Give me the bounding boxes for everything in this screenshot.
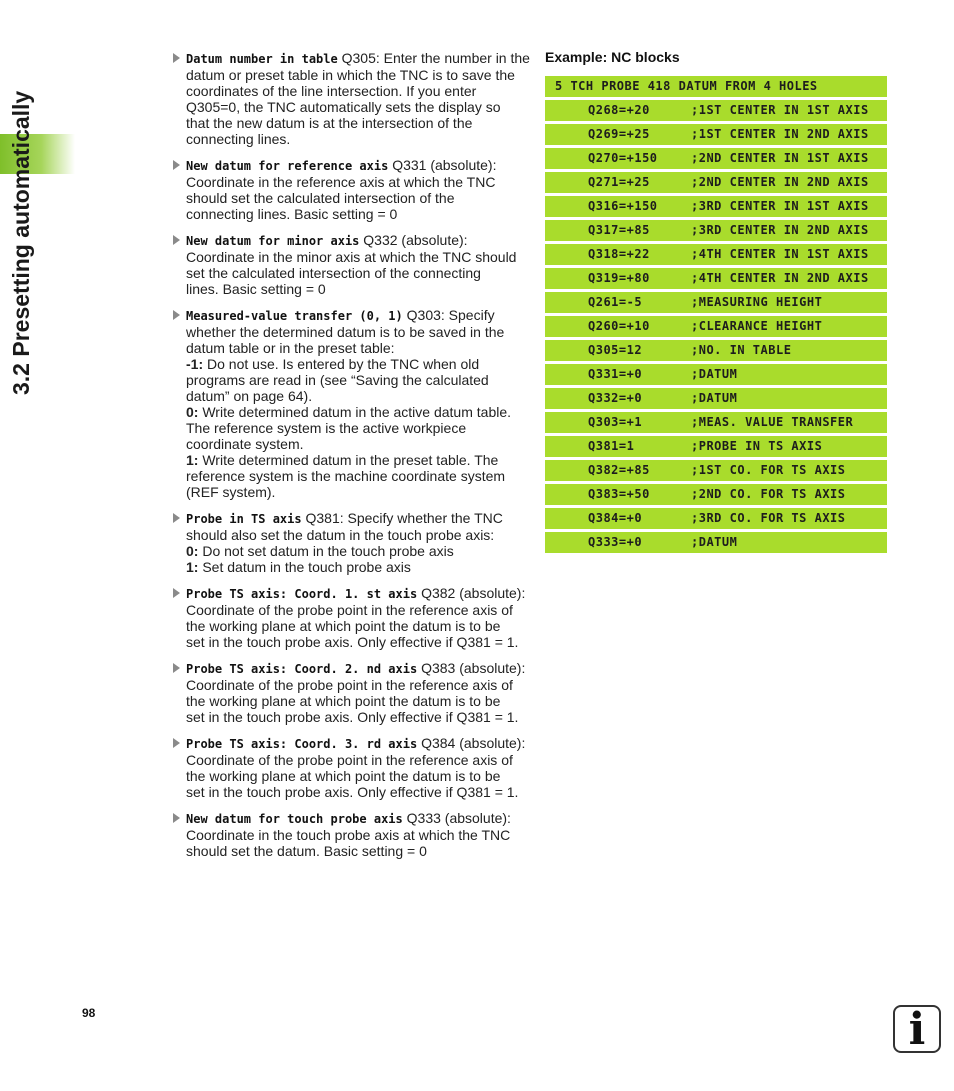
bullet-arrow-icon — [173, 663, 180, 673]
nc-block-row — [545, 316, 887, 337]
option-text: Do not set datum in the touch probe axis — [202, 543, 454, 559]
nc-parameter: Q269=+25 — [588, 127, 650, 141]
nc-comment: ;2ND CENTER IN 2ND AXIS — [691, 175, 869, 189]
option-key: 1: — [186, 559, 199, 575]
bullet-arrow-icon — [173, 588, 180, 598]
parameter-description-line: Q303: Specify — [406, 307, 495, 323]
nc-parameter: Q261=-5 — [588, 295, 643, 309]
parameter-name: Probe TS axis: Coord. 1. st axis — [186, 587, 418, 601]
parameter-description-line: should set the calculated intersection of the — [186, 190, 455, 206]
parameter-description-line: Coordinate in the minor axis at which the TNC should — [186, 249, 517, 265]
parameter-name: New datum for minor axis — [186, 234, 360, 248]
parameter-description-line: the working plane at which point the datum is to be — [186, 693, 501, 709]
parameter-description-line: Q331 (absolute): — [392, 157, 497, 173]
option-key: 0: — [186, 404, 199, 420]
parameter-description-line: datum or preset table in which the TNC is to save the — [186, 67, 515, 83]
nc-comment: ;1ST CO. FOR TS AXIS — [691, 463, 846, 477]
parameter-description-line: Coordinate in the reference axis at which the TNC — [186, 174, 496, 190]
nc-block-row — [545, 508, 887, 529]
nc-comment: ;PROBE IN TS AXIS — [691, 439, 823, 453]
option-line — [186, 452, 530, 468]
nc-header-text: 5 TCH PROBE 418 DATUM FROM 4 HOLES — [555, 79, 818, 93]
parameter-description-line: Q305=0, the TNC automatically sets the display so — [186, 99, 501, 115]
option-line — [186, 484, 530, 500]
nc-parameter: Q271=+25 — [588, 175, 650, 189]
parameter-description-line: should also set the datum in the touch probe axis: — [186, 527, 495, 543]
nc-block-row — [545, 172, 887, 193]
option-text: reference system is the machine coordinate system — [186, 468, 506, 484]
parameter-item — [172, 735, 530, 800]
parameter-description-line: connecting lines. Basic setting = 0 — [186, 206, 398, 222]
parameter-description-line: set in the touch probe axis. Only effective if Q381 = 1. — [186, 634, 519, 650]
parameter-description-line: whether the determined datum is to be saved in the — [186, 324, 505, 340]
nc-block-row — [545, 388, 887, 409]
parameter-description-line: Q384 (absolute): — [421, 735, 526, 751]
nc-parameter: Q381=1 — [588, 439, 635, 453]
option-line — [186, 420, 530, 436]
option-text: Write determined datum in the active datum table. — [202, 404, 512, 420]
page-number: 98 — [82, 1006, 96, 1020]
parameter-description-line: Q382 (absolute): — [421, 585, 526, 601]
nc-parameter: Q316=+150 — [588, 199, 658, 213]
nc-parameter: Q260=+10 — [588, 319, 650, 333]
parameter-name: Probe TS axis: Coord. 3. rd axis — [186, 737, 418, 751]
parameter-description-line: Coordinate in the touch probe axis at which the TNC — [186, 827, 511, 843]
option-text: The reference system is the active workpiece — [186, 420, 467, 436]
parameter-item — [172, 232, 530, 297]
nc-block-row — [545, 100, 887, 121]
option-key: 0: — [186, 543, 199, 559]
parameter-item — [172, 660, 530, 725]
parameter-item — [172, 810, 530, 859]
chapter-section-title: 3.2 Presetting automatically — [8, 90, 34, 395]
nc-parameter: Q331=+0 — [588, 367, 643, 381]
nc-comment: ;2ND CENTER IN 1ST AXIS — [691, 151, 869, 165]
parameter-item — [172, 307, 530, 500]
parameter-name: New datum for reference axis — [186, 159, 389, 173]
parameter-description-line: Q383 (absolute): — [421, 660, 526, 676]
parameter-description-line: datum table or in the preset table: — [186, 340, 395, 356]
option-text: coordinate system. — [186, 436, 304, 452]
nc-parameter: Q332=+0 — [588, 391, 643, 405]
nc-block-row — [545, 268, 887, 289]
parameter-description-line: set in the touch probe axis. Only effective if Q381 = 1. — [186, 709, 519, 725]
option-text: Write determined datum in the preset table. The — [202, 452, 499, 468]
nc-block-rows — [545, 100, 887, 553]
nc-parameter: Q305=12 — [588, 343, 643, 357]
parameter-description-line: set in the touch probe axis. Only effective if Q381 = 1. — [186, 784, 519, 800]
nc-comment: ;CLEARANCE HEIGHT — [691, 319, 823, 333]
nc-comment: ;1ST CENTER IN 2ND AXIS — [691, 127, 869, 141]
nc-block-row — [545, 148, 887, 169]
parameter-description-line: Q305: Enter the number in the — [341, 50, 530, 66]
parameter-description-line: Q332 (absolute): — [363, 232, 468, 248]
nc-block-row — [545, 244, 887, 265]
parameter-name: Measured-value transfer (0, 1) — [186, 309, 403, 323]
example-panel — [545, 49, 887, 556]
bullet-arrow-icon — [173, 53, 180, 63]
parameter-description-line: that the new datum is at the intersection of the — [186, 115, 473, 131]
nc-parameter: Q333=+0 — [588, 535, 643, 549]
nc-parameter: Q303=+1 — [588, 415, 643, 429]
nc-comment: ;3RD CO. FOR TS AXIS — [691, 511, 846, 525]
option-line — [186, 404, 530, 420]
option-line — [186, 543, 530, 559]
nc-comment: ;MEASURING HEIGHT — [691, 295, 823, 309]
parameter-name: Probe TS axis: Coord. 2. nd axis — [186, 662, 418, 676]
nc-comment: ;MEAS. VALUE TRANSFER — [691, 415, 854, 429]
option-text: datum” on page 64). — [186, 388, 313, 404]
bullet-arrow-icon — [173, 738, 180, 748]
option-text: (REF system). — [186, 484, 276, 500]
nc-comment: ;DATUM — [691, 535, 738, 549]
option-line — [186, 436, 530, 452]
nc-comment: ;2ND CO. FOR TS AXIS — [691, 487, 846, 501]
bullet-arrow-icon — [173, 513, 180, 523]
nc-block-row — [545, 196, 887, 217]
nc-parameter: Q317=+85 — [588, 223, 650, 237]
nc-parameter: Q268=+20 — [588, 103, 650, 117]
parameter-name: Datum number in table — [186, 52, 338, 66]
nc-block-row — [545, 292, 887, 313]
parameter-description-line: Coordinate of the probe point in the reference axis of — [186, 677, 513, 693]
nc-parameter: Q383=+50 — [588, 487, 650, 501]
parameter-item — [172, 510, 530, 575]
nc-parameter: Q318=+22 — [588, 247, 650, 261]
parameter-name: New datum for touch probe axis — [186, 812, 403, 826]
nc-comment: ;3RD CENTER IN 1ST AXIS — [691, 199, 869, 213]
info-icon: i — [893, 1005, 941, 1053]
option-text: Do not use. Is entered by the TNC when old — [207, 356, 480, 372]
nc-block-row — [545, 412, 887, 433]
nc-block-row — [545, 220, 887, 241]
option-line — [186, 388, 530, 404]
option-line — [186, 559, 530, 575]
nc-comment: ;DATUM — [691, 367, 738, 381]
nc-block-row — [545, 484, 887, 505]
nc-comment: ;4TH CENTER IN 2ND AXIS — [691, 271, 869, 285]
parameter-item — [172, 585, 530, 650]
parameter-item — [172, 50, 530, 147]
nc-parameter: Q382=+85 — [588, 463, 650, 477]
option-text: Set datum in the touch probe axis — [202, 559, 411, 575]
nc-block-row — [545, 124, 887, 145]
nc-comment: ;1ST CENTER IN 1ST AXIS — [691, 103, 869, 117]
option-key: 1: — [186, 452, 199, 468]
parameter-description-line: coordinates of the line intersection. If you enter — [186, 83, 477, 99]
parameter-description-line: should set the datum. Basic setting = 0 — [186, 843, 427, 859]
nc-parameter: Q270=+150 — [588, 151, 658, 165]
nc-block-row — [545, 436, 887, 457]
parameter-description-line: connecting lines. — [186, 131, 291, 147]
nc-block-row — [545, 364, 887, 385]
option-text: programs are read in (see “Saving the calculated — [186, 372, 489, 388]
parameter-description-line: Coordinate of the probe point in the reference axis of — [186, 752, 513, 768]
parameter-item — [172, 157, 530, 222]
nc-parameter: Q319=+80 — [588, 271, 650, 285]
nc-comment: ;NO. IN TABLE — [691, 343, 792, 357]
example-title: Example: NC blocks — [545, 49, 680, 65]
nc-block-row — [545, 340, 887, 361]
nc-comment: ;DATUM — [691, 391, 738, 405]
parameter-name: Probe in TS axis — [186, 512, 302, 526]
parameter-description-line: Coordinate of the probe point in the reference axis of — [186, 602, 513, 618]
parameter-description-line: lines. Basic setting = 0 — [186, 281, 326, 297]
nc-block-row — [545, 460, 887, 481]
bullet-arrow-icon — [173, 160, 180, 170]
bullet-arrow-icon — [173, 235, 180, 245]
option-line — [186, 372, 530, 388]
parameter-description-line: Q333 (absolute): — [406, 810, 511, 826]
nc-block-header — [545, 76, 887, 97]
parameter-list — [172, 50, 530, 869]
option-line — [186, 468, 530, 484]
nc-comment: ;4TH CENTER IN 1ST AXIS — [691, 247, 869, 261]
nc-comment: ;3RD CENTER IN 2ND AXIS — [691, 223, 869, 237]
parameter-description-line: Q381: Specify whether the TNC — [305, 510, 503, 526]
parameter-description-line: set the calculated intersection of the connecting — [186, 265, 481, 281]
option-key: -1: — [186, 356, 204, 372]
bullet-arrow-icon — [173, 813, 180, 823]
parameter-description-line: the working plane at which point the datum is to be — [186, 618, 501, 634]
nc-block-row — [545, 532, 887, 553]
bullet-arrow-icon — [173, 310, 180, 320]
option-line — [186, 356, 530, 372]
nc-parameter: Q384=+0 — [588, 511, 643, 525]
parameter-description-line: the working plane at which point the datum is to be — [186, 768, 501, 784]
